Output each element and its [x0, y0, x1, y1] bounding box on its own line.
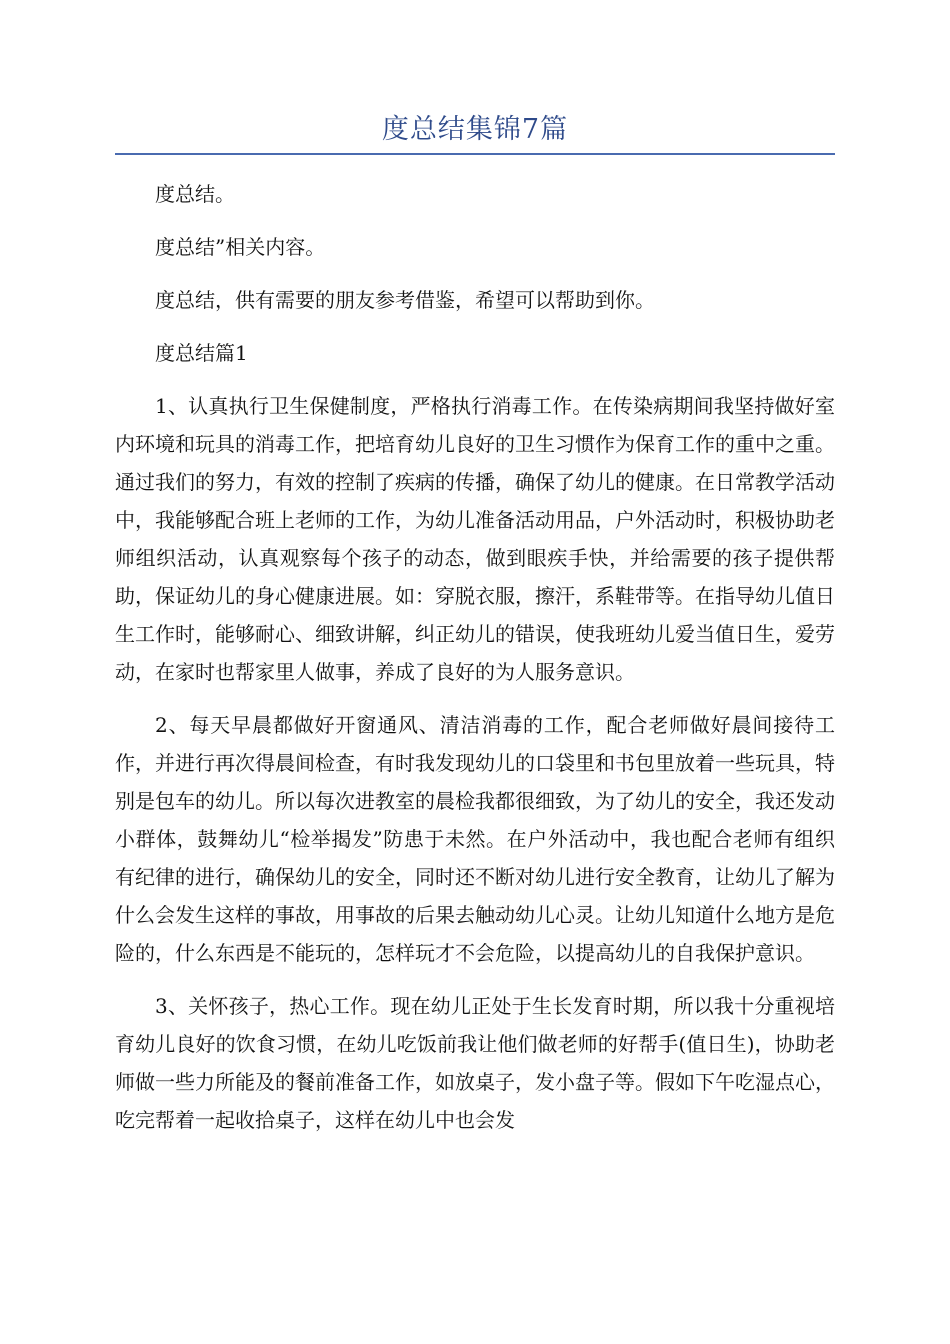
document-title: 度总结集锦7篇	[381, 114, 569, 145]
paragraph-3: 3、关怀孩子，热心工作。现在幼儿正处于生长发育时期，所以我十分重视培育幼儿良好的饮食习惯，在幼儿吃饭前我让他们做老师的好帮手(值日生)，协助老师做一些力所能及的餐前准备工作，如放桌子，发小盘子等。假如下午吃湿点心，吃完帮着一起收拾桌子，这样在幼儿中也会发	[115, 994, 835, 1132]
title-underline	[115, 153, 835, 155]
document-body	[115, 175, 835, 1154]
paragraph-1: 1、认真执行卫生保健制度，严格执行消毒工作。在传染病期间我坚持做好室内环境和玩具的消毒工作，把培育幼儿良好的卫生习惯作为保育工作的重中之重。通过我们的努力，有效的控制了疾病的传播，确保了幼儿的健康。在日常教学活动中，我能够配合班上老师的工作，为幼儿准备活动用品，户外活动时，积极协助老师组织活动，认真观察每个孩子的动态，做到眼疾手快，并给需要的孩子提供帮助，保证幼儿的身心健康进展。如：穿脱衣服，擦汗，系鞋带等。在指导幼儿值日生工作时，能够耐心、细致讲解，纠正幼儿的错误，使我班幼儿爱当值日生，爱劳动，在家时也帮家里人做事，养成了良好的为人服务意识。	[115, 394, 835, 684]
paragraph-intro-2: 度总结”相关内容。	[155, 235, 326, 259]
paragraph-intro-3: 度总结，供有需要的朋友参考借鉴，希望可以帮助到你。	[155, 288, 655, 312]
section-heading: 度总结篇1	[155, 341, 248, 365]
paragraph-intro-1: 度总结。	[155, 182, 235, 206]
paragraph-2: 2、每天早晨都做好开窗通风、清洁消毒的工作，配合老师做好晨间接待工作，并进行再次得晨间检查，有时我发现幼儿的口袋里和书包里放着一些玩具，特别是包车的幼儿。所以每次进教室的晨检我都很细致，为了幼儿的安全，我还发动小群体，鼓舞幼儿“检举揭发”防患于未然。在户外活动中，我也配合老师有组织有纪律的进行，确保幼儿的安全，同时还不断对幼儿进行安全教育，让幼儿了解为什么会发生这样的事故，用事故的后果去触动幼儿心灵。让幼儿知道什么地方是危险的，什么东西是不能玩的，怎样玩才不会危险，以提高幼儿的自我保护意识。	[115, 713, 835, 965]
